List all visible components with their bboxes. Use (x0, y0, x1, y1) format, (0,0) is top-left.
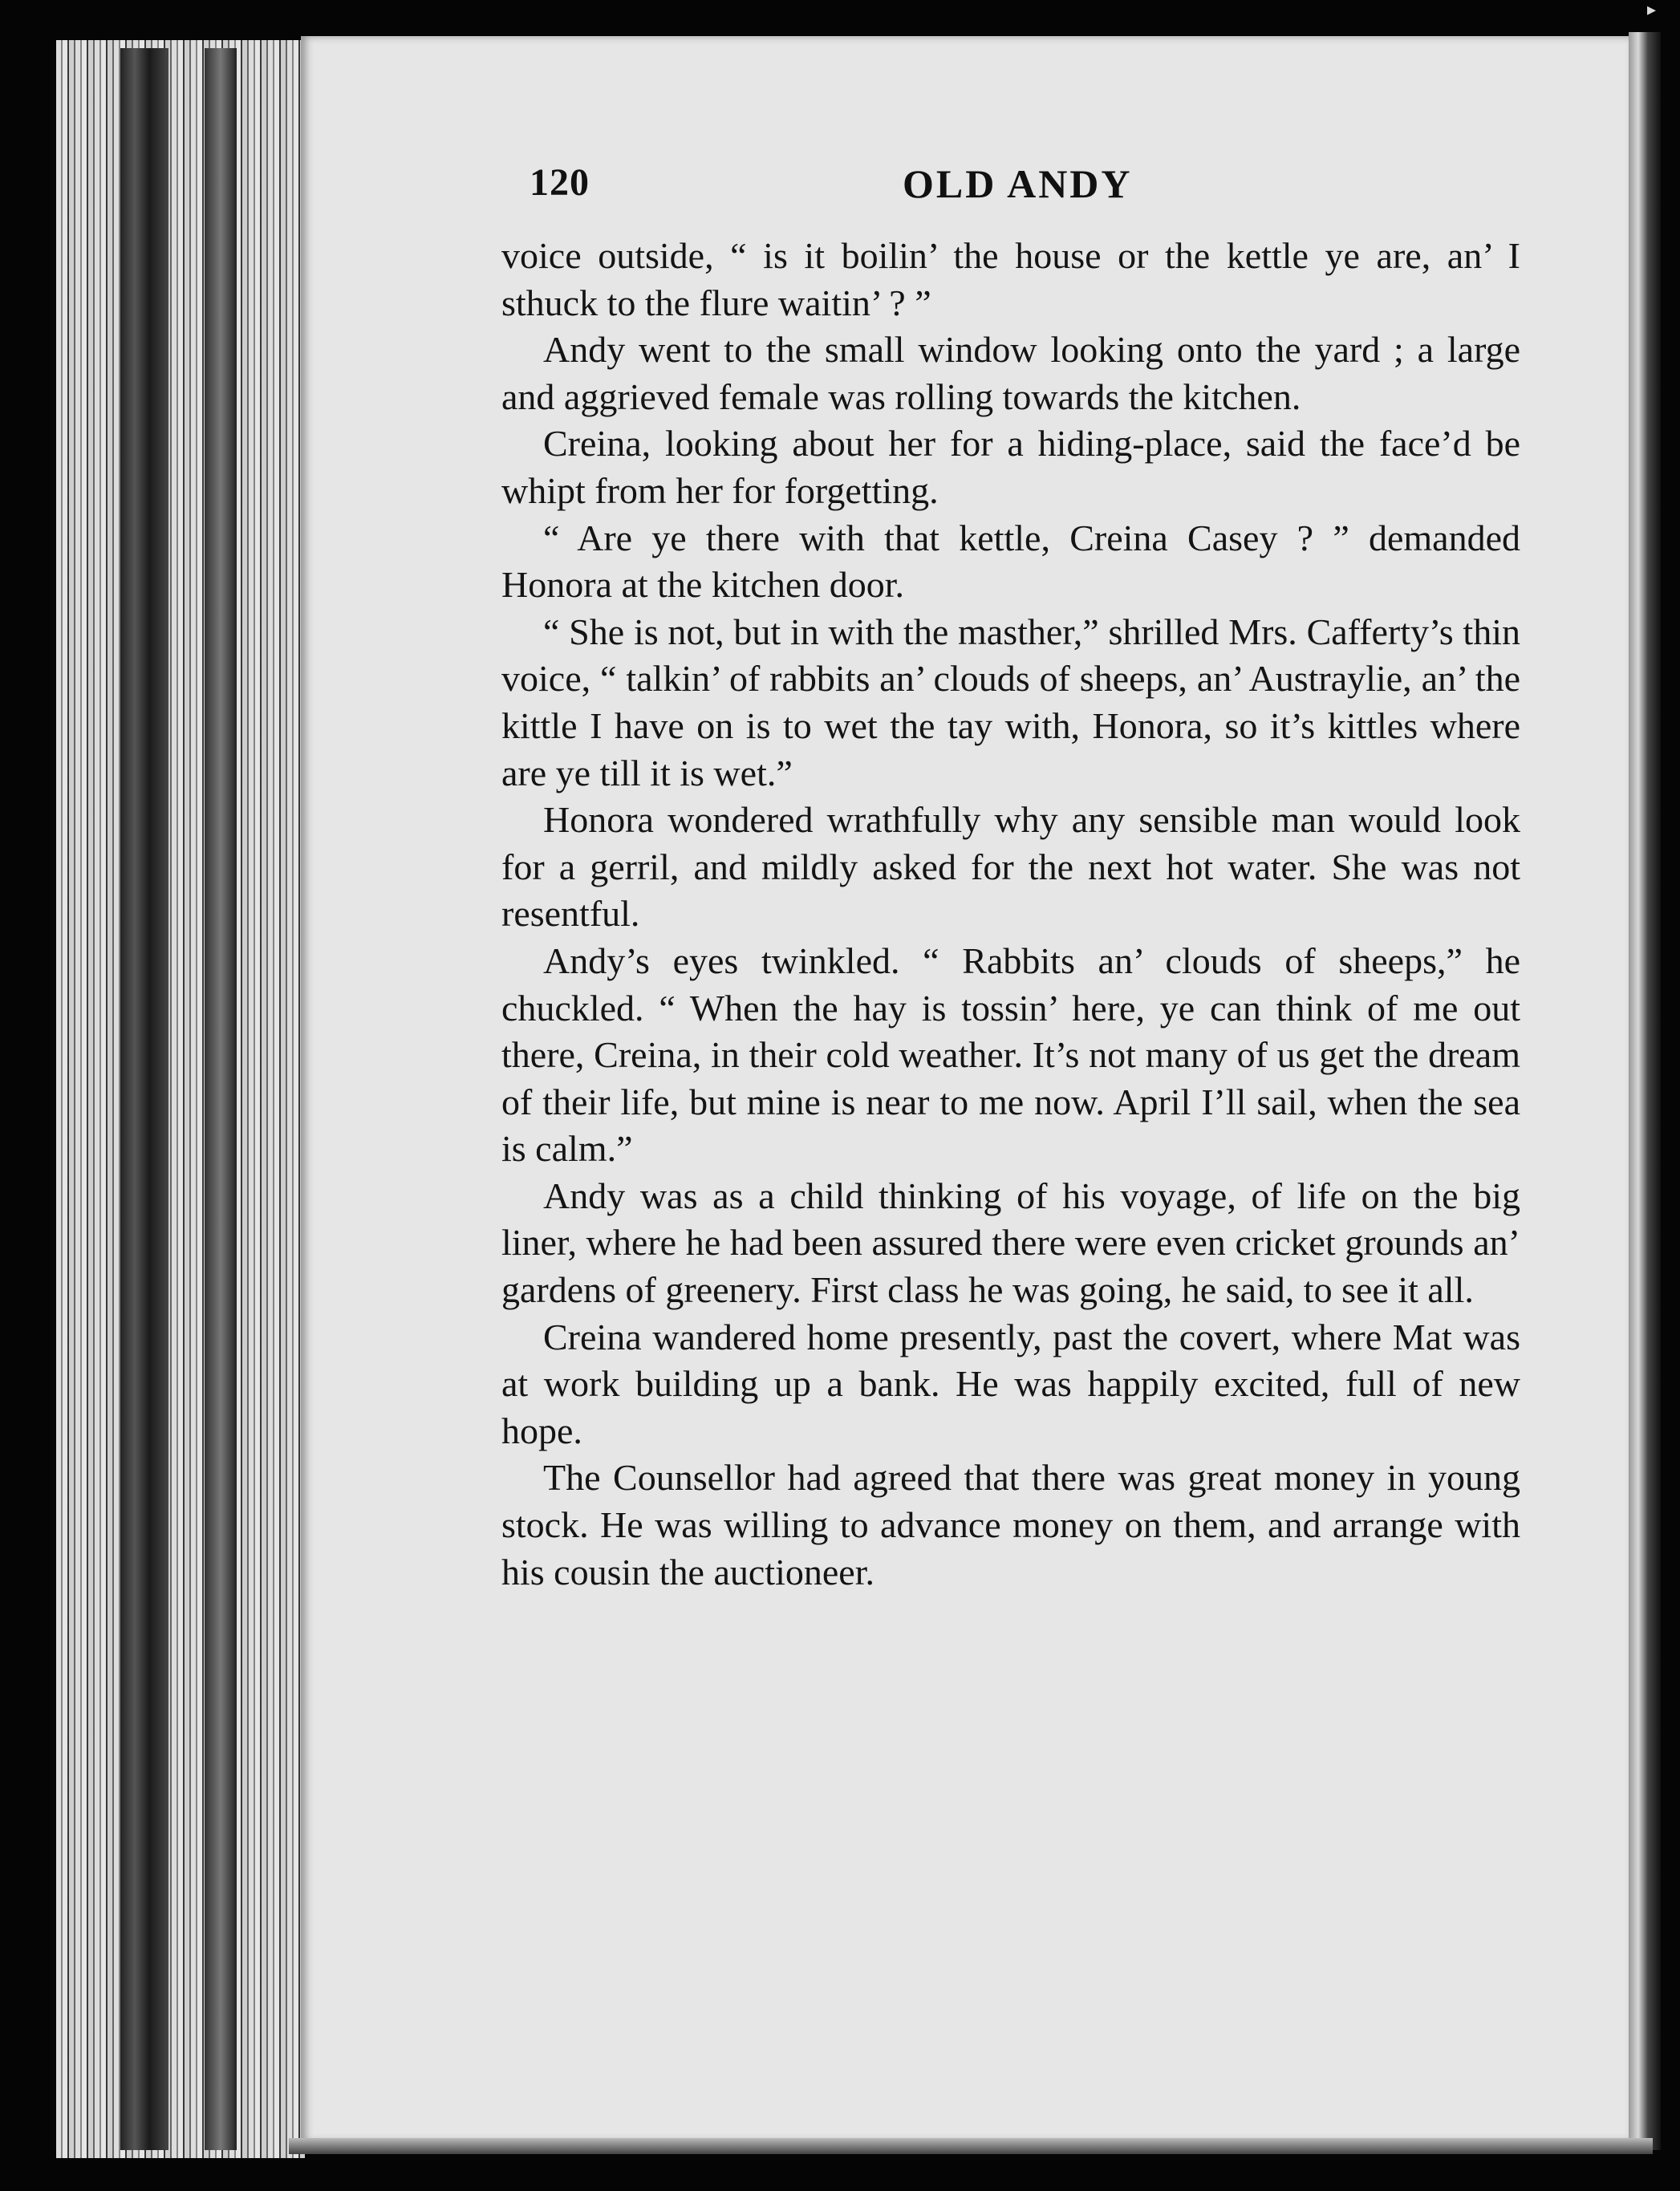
page-edge-shadow-inner (205, 48, 237, 2150)
corner-arrow-icon: ▸ (1646, 0, 1656, 20)
body-text (501, 233, 1520, 1596)
paragraph: voice outside, “ is it boilin’ the house or the kettle ye are, an’ I sthuck to the flure waitin’ ? ” (501, 235, 1520, 323)
paragraph: Andy went to the small window looking onto the yard ; a large and aggrieved female was rolling towards the kitchen. (501, 329, 1520, 417)
paragraph: “ She is not, but in with the masther,” shrilled Mrs. Cafferty’s thin voice, “ talkin’ of rabbits an’ clouds of sheeps, an’ Austraylie, an’ the kittle I have on is to wet the tay with, Honora, so it’s kittles where are ye till it is wet.” (501, 611, 1520, 793)
page-edge-bottom (289, 2138, 1653, 2154)
paragraph: Honora wondered wrathfully why any sensible man would look for a gerril, and mildly asked for the next hot water. She was not resentful. (501, 799, 1520, 935)
page-header (530, 160, 1572, 225)
paragraph: Creina, looking about her for a hiding-place, said the face’d be whipt from her for forgetting. (501, 423, 1520, 511)
page-edge-right (1629, 32, 1661, 2150)
paragraph: “ Are ye there with that kettle, Creina Casey ? ” demanded Honora at the kitchen door. (501, 517, 1520, 606)
paragraph: Andy’s eyes twinkled. “ Rabbits an’ clouds of sheeps,” he chuckled. “ When the hay is tossin’ here, ye can think of me out there, Creina, in their cold weather. It’s not many of us get the dream of their life, but mine is near to me now. April I’ll sail, when the sea is calm.” (501, 939, 1520, 1170)
running-head: OLD ANDY (903, 161, 1133, 206)
paragraph: Andy was as a child thinking of his voyage, of life on the big liner, where he had been assured there were even cricket grounds an’ gardens of greenery. First class he was going, he said, to see it all. (501, 1175, 1520, 1311)
paragraph: Creina wandered home presently, past the covert, where Mat was at work building up a bank. He was happily excited, full of new hope. (501, 1316, 1520, 1451)
page-edges-left (56, 40, 305, 2158)
page-number: 120 (530, 161, 590, 204)
page-edge-shadow (120, 48, 168, 2150)
paragraph: The Counsellor had agreed that there was great money in young stock. He was willing to advance money on them, and arrange with his cousin the auctioneer. (501, 1457, 1520, 1593)
